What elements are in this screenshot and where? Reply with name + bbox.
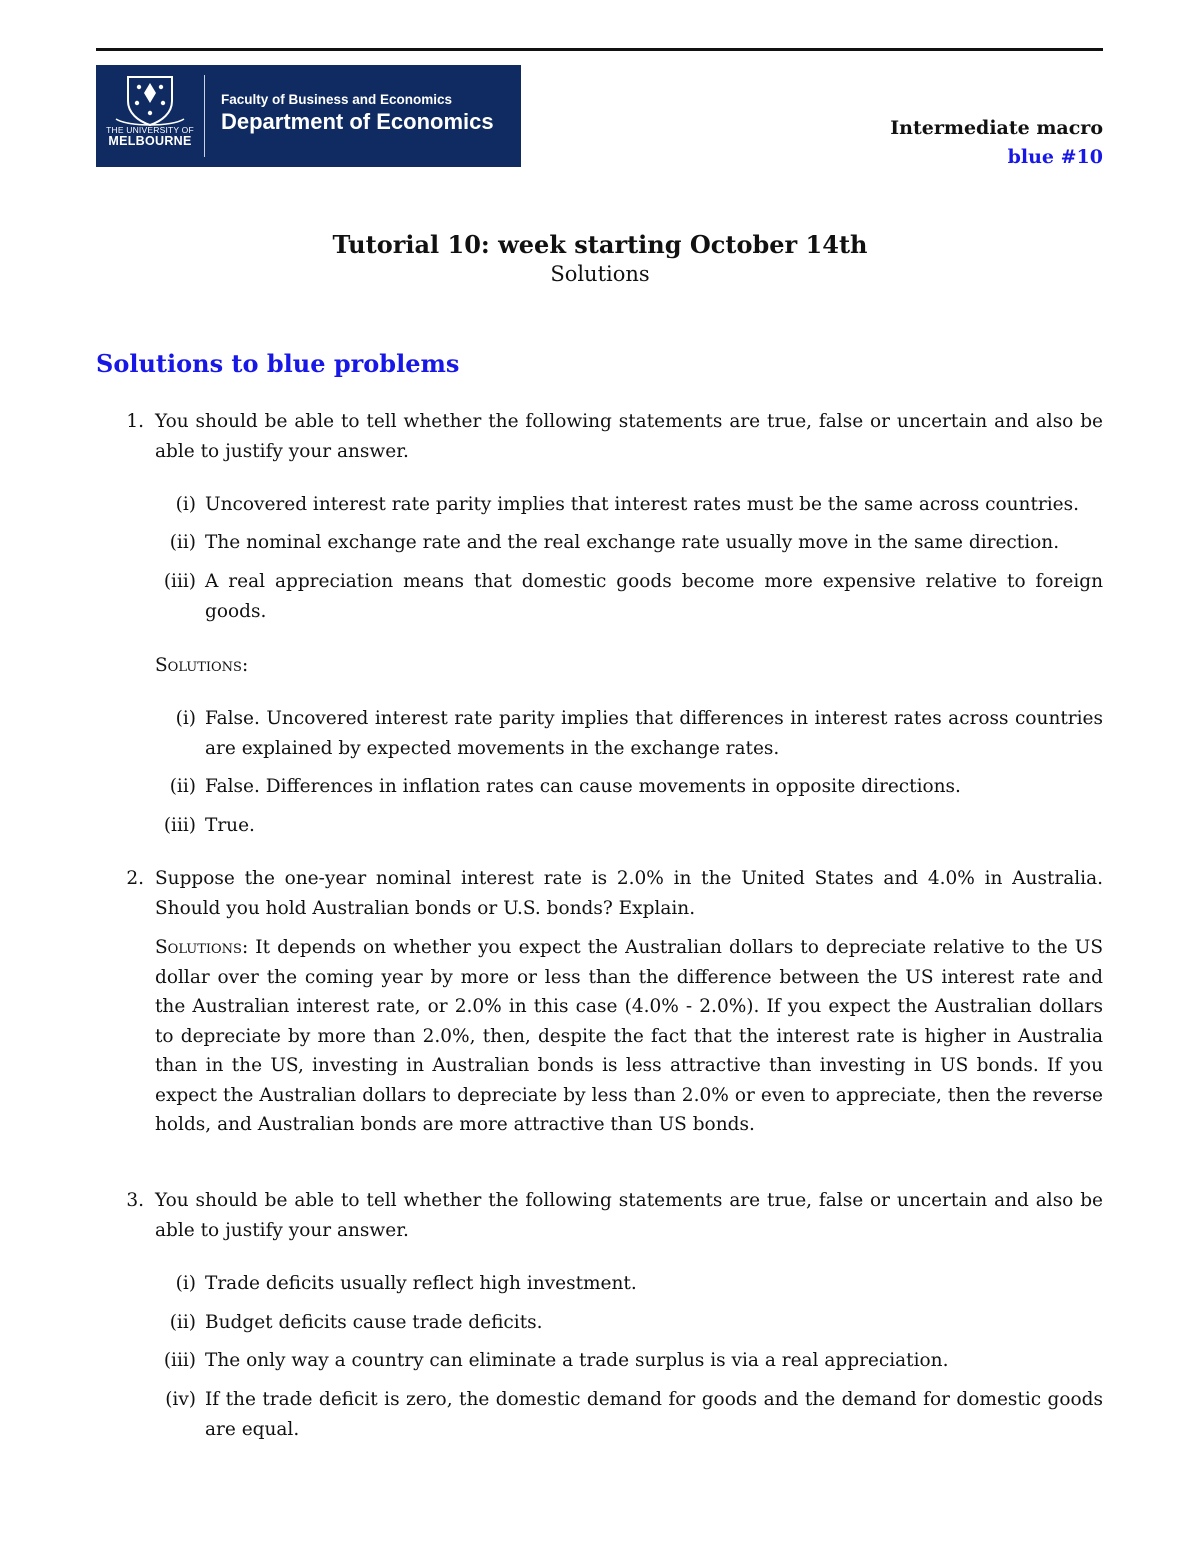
page-title: Tutorial 10: week starting October 14th <box>332 230 868 259</box>
question-text: You should be able to tell whether the following statements are true, false or uncertain and also be able to justify your answer. <box>155 1190 1103 1241</box>
statement-number: (iii) <box>163 571 196 592</box>
top-rule <box>96 48 1103 51</box>
statement-text: The nominal exchange rate and the real exchange rate usually move in the same direction. <box>205 532 1060 553</box>
statement-text: If the trade deficit is zero, the domestic demand for goods and the demand for domestic goods are equal. <box>205 1389 1103 1440</box>
question-number: 2. <box>126 868 144 889</box>
solutions-label: Solutions: <box>155 937 249 958</box>
solution-number: (i) <box>175 708 196 729</box>
statement-number: (ii) <box>169 532 196 553</box>
section-heading: Solutions to blue problems <box>96 349 460 378</box>
question-number: 3. <box>126 1190 144 1211</box>
problem-set-tag: blue #10 <box>1007 146 1103 168</box>
statement-text: A real appreciation means that domestic goods become more expensive relative to foreign goods. <box>205 571 1103 622</box>
statement-text: Trade deficits usually reflect high investment. <box>205 1273 637 1294</box>
question-text: Suppose the one-year nominal interest rate is 2.0% in the United States and 4.0% in Australia. Should you hold Australian bonds or U.S. bonds? Explain. <box>155 868 1103 919</box>
faculty-name: Faculty of Business and Economics <box>221 92 453 107</box>
solution-paragraph <box>155 933 1103 1140</box>
university-logo <box>96 65 521 167</box>
course-name: Intermediate macro <box>890 117 1103 139</box>
university-name <box>104 126 196 148</box>
solutions-label: Solutions: <box>155 655 249 676</box>
university-name-big: MELBOURNE <box>108 133 192 148</box>
solution-text: True. <box>205 815 255 836</box>
statement-number: (ii) <box>169 1312 196 1333</box>
question-text: You should be able to tell whether the following statements are true, false or uncertain and also be able to justify your answer. <box>155 411 1103 462</box>
department-name: Department of Economics <box>221 109 494 134</box>
statement-text: The only way a country can eliminate a trade surplus is via a real appreciation. <box>205 1350 949 1371</box>
university-name-small: THE UNIVERSITY OF <box>106 125 194 135</box>
solution-number: (iii) <box>163 815 196 836</box>
page-subtitle: Solutions <box>550 262 650 286</box>
solution-number: (ii) <box>169 776 196 797</box>
statement-number: (i) <box>175 494 196 515</box>
question-number: 1. <box>126 411 144 432</box>
solution-text: It depends on whether you expect the Australian dollars to depreciate relative to the US dollar over the coming year by more or less than the difference between the US interest rate and the Australian interest rate, or 2.0% in this case (4.0% - 2.0%). If you expect the Australian dollars to depreciate by more than 2.0%, then, despite the fact that the interest rate is higher in Australia than in the US, investing in Australian bonds is less attractive than investing in US bonds. If you expect the Australian dollars to depreciate by less than 2.0% or even to appreciate, then the reverse holds, and Australian bonds are more attractive than US bonds. <box>155 937 1103 1135</box>
statement-text: Budget deficits cause trade deficits. <box>205 1312 543 1333</box>
statement-number: (iv) <box>165 1389 196 1410</box>
solution-text: False. Differences in inflation rates can cause movements in opposite directions. <box>205 776 961 797</box>
solution-text: False. Uncovered interest rate parity implies that differences in interest rates across countries are explained by expected movements in the exchange rates. <box>205 708 1103 759</box>
logo-divider <box>204 75 205 157</box>
statement-text: Uncovered interest rate parity implies that interest rates must be the same across countries. <box>205 494 1079 515</box>
statement-number: (i) <box>175 1273 196 1294</box>
statement-number: (iii) <box>163 1350 196 1371</box>
